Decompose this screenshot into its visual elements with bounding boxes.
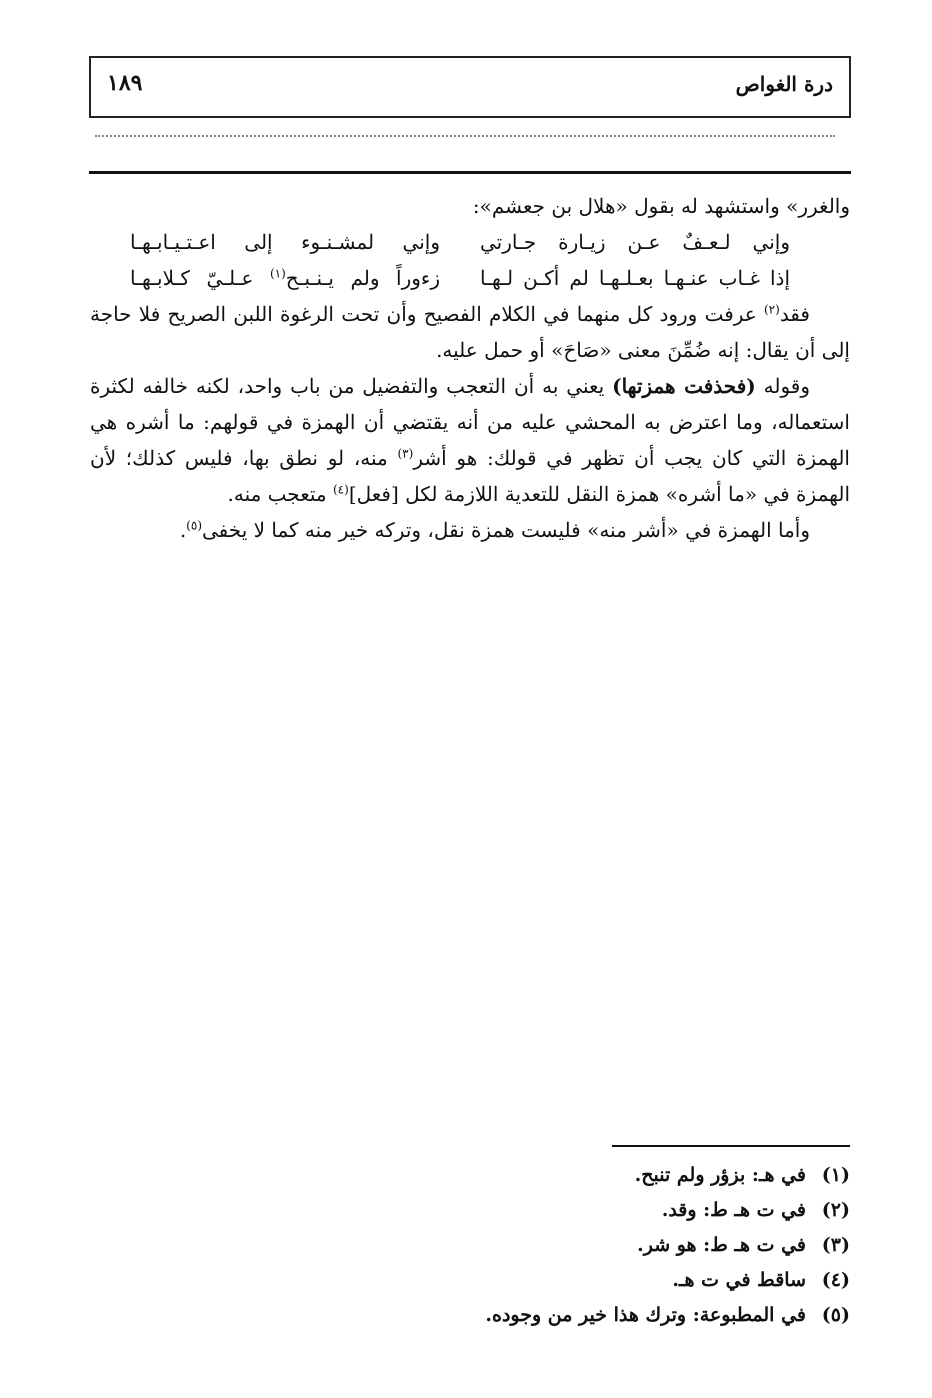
verse2-text-a: زءوراً ولم يـنـبـح [285, 266, 440, 290]
verse2-text-b: عـلـيّ كـلابـهـا [130, 266, 270, 290]
footnote-number: (١) [821, 1164, 850, 1186]
verse2-first-hemistich: إذا غـاب عنـهـا بعـلـهـا لم أكـن لـهـا [480, 266, 790, 290]
page-number: ١٨٩ [107, 70, 143, 96]
p2-text-b: عرفت ورود كل منهما في الكلام الفصيح وأن تحت الرغوة اللبن الصريح فلا حاجة إلى أن يقال: إنه ضُمِّنَ معنى «صَاحَ» أو حمل عليه. [90, 302, 850, 362]
paragraph-3 [90, 368, 850, 512]
footnote-item [430, 1263, 850, 1298]
footnote-item [430, 1158, 850, 1193]
footnote-ref-5: (٥) [186, 518, 202, 533]
footnote-ref-2: (٢) [763, 302, 780, 317]
footnote-ref-4: (٤) [332, 482, 349, 497]
p4-text-b: . [179, 518, 187, 542]
footnote-number: (٤) [821, 1269, 850, 1291]
verse-line-1 [90, 224, 850, 260]
footnote-number: (٥) [821, 1304, 850, 1326]
footnote-ref-1: (١) [269, 266, 286, 281]
footnotes [430, 1158, 850, 1333]
footnote-text: ساقط في ت هـ. [672, 1269, 806, 1291]
paragraph-2 [90, 296, 850, 368]
verse2-second-hemistich [130, 260, 440, 296]
footnote-item [430, 1228, 850, 1263]
main-text [90, 188, 850, 548]
paragraph-intro: والغرر» واستشهد له بقول «هلال بن جعشم»: [472, 194, 850, 218]
verse-line-2 [90, 260, 850, 296]
p3-quoted-phrase: (فحذفت همزتها) [612, 374, 756, 398]
verse1-first-hemistich: وإني لـعـفٌ عـن زيـارة جـارتي [480, 230, 790, 254]
p2-text-a: فقد [779, 302, 810, 326]
p3-text-a: وقوله [755, 374, 810, 398]
footnote-item [430, 1298, 850, 1333]
footnote-text: في ت هـ ط: هو شر. [637, 1234, 806, 1256]
p4-text-a: وأما الهمزة في «أشر منه» فليست همزة نقل، وتركه خير منه كما لا يخفى [202, 518, 810, 542]
p3-text-c: منه، لو نطق بها، فليس كذلك؛ لأن الهمزة في «ما أشره» همزة النقل للتعدية اللازمة لكل [فعل] [90, 446, 850, 506]
p3-text-b: يعني به أن التعجب والتفضيل من باب واحد، لكنه خالفه لكثرة استعماله، وما اعترض به المحشي عليه من أنه يقتضي أن الهمزة في قولهم: ما أشره هي الهمزة التي كان يجب أن تظهر في قولك: هو أشر [90, 374, 850, 470]
footnote-number: (٢) [821, 1199, 850, 1221]
page-header [89, 56, 851, 118]
footnote-number: (٣) [821, 1234, 850, 1256]
verse1-second-hemistich: وإني لمشـنـوء إلى اعـتـيـابـهـا [130, 230, 440, 254]
footnote-text: في هـ: بزؤر ولم تنبح. [634, 1164, 806, 1186]
book-title: درة الغواص [735, 72, 833, 96]
footnote-text: في المطبوعة: وترك هذا خير من وجوده. [485, 1304, 806, 1326]
dotted-divider [95, 135, 835, 137]
paragraph-4 [90, 512, 850, 548]
footnote-text: في ت هـ ط: وقد. [661, 1199, 806, 1221]
header-rule [89, 171, 851, 174]
p3-text-d: متعجب منه. [227, 482, 333, 506]
footnote-ref-3: (٣) [397, 446, 414, 461]
footnote-item [430, 1193, 850, 1228]
footnote-rule [612, 1145, 850, 1147]
